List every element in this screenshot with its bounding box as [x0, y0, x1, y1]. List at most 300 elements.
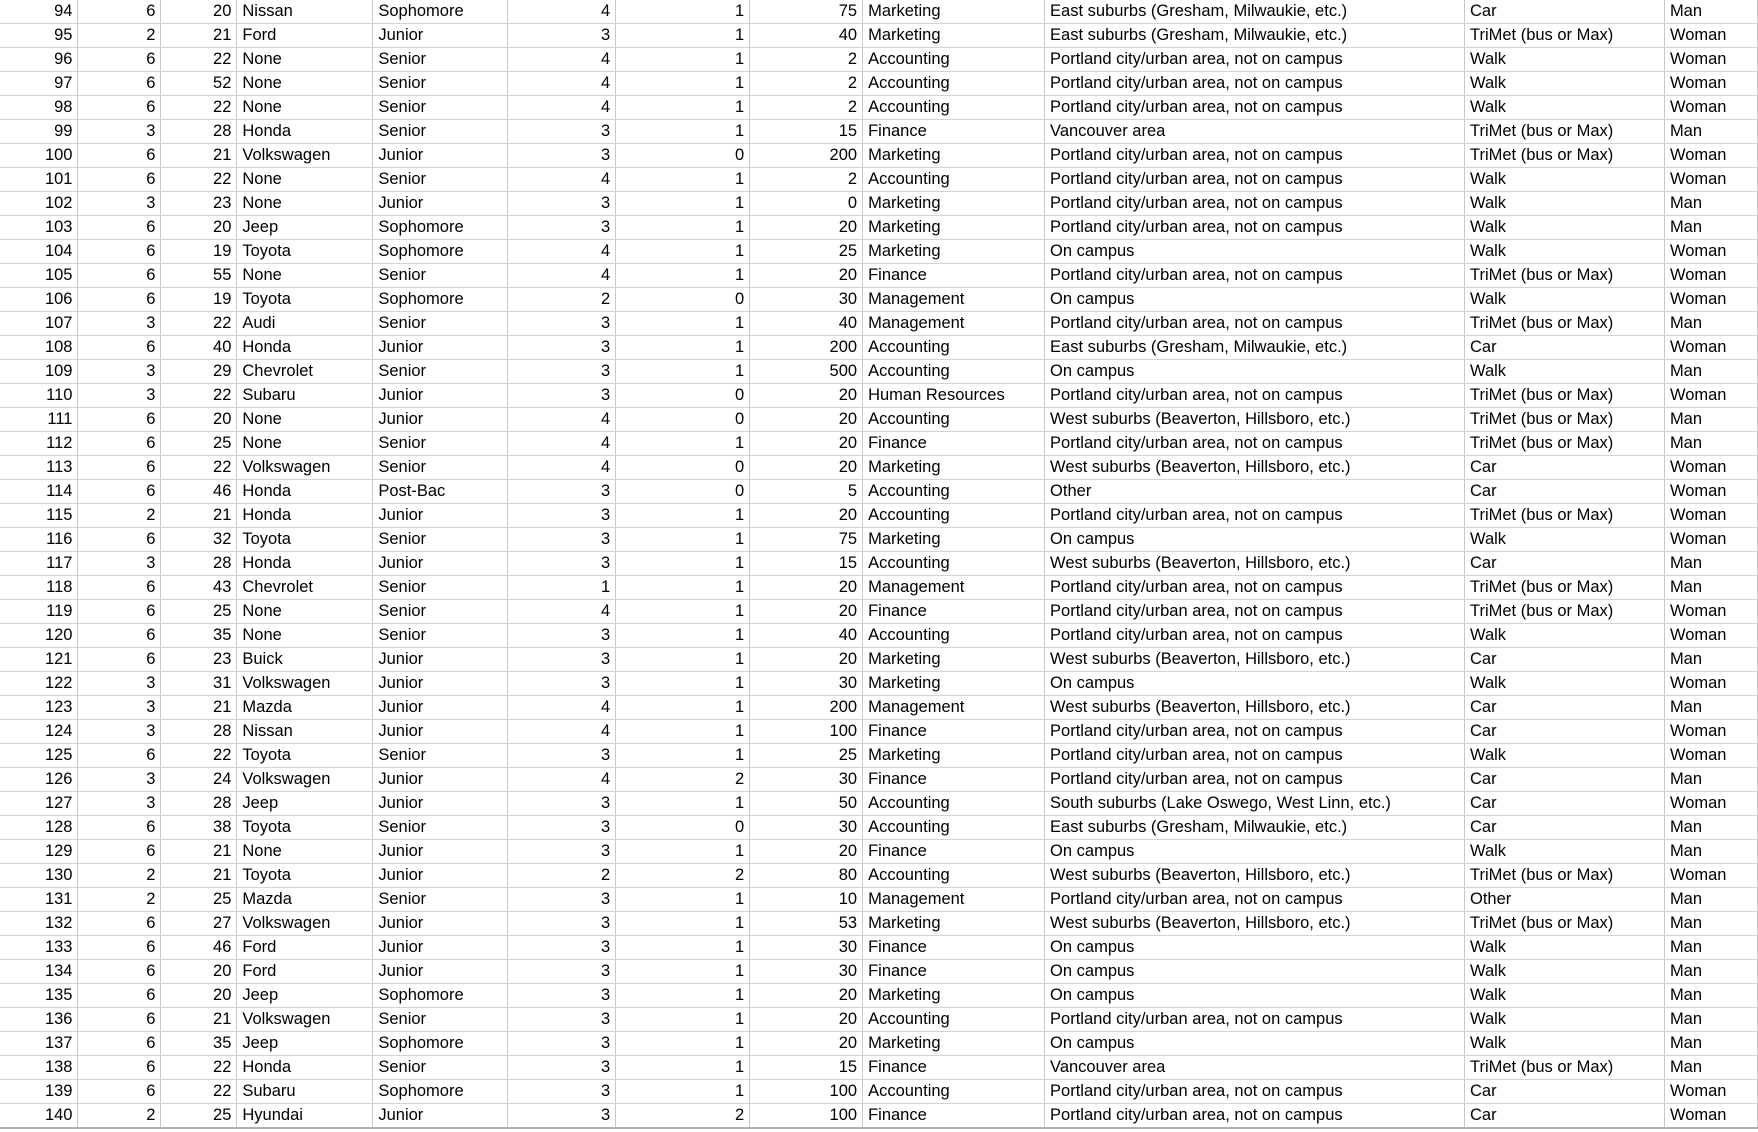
cell[interactable]: 139 — [0, 1080, 78, 1104]
cell[interactable]: 3 — [78, 720, 161, 744]
cell[interactable]: Woman — [1664, 456, 1757, 480]
cell[interactable]: Sophomore — [373, 1032, 508, 1056]
cell[interactable]: Buick — [237, 648, 373, 672]
cell[interactable]: Accounting — [863, 408, 1045, 432]
cell[interactable]: Finance — [863, 768, 1045, 792]
cell[interactable]: 125 — [0, 744, 78, 768]
cell[interactable]: Portland city/urban area, not on campus — [1045, 624, 1465, 648]
cell[interactable]: 38 — [161, 816, 237, 840]
cell[interactable]: 31 — [161, 672, 237, 696]
cell[interactable]: 20 — [750, 432, 863, 456]
cell[interactable]: 6 — [78, 72, 161, 96]
cell[interactable]: 35 — [161, 1032, 237, 1056]
cell[interactable]: None — [237, 96, 373, 120]
cell[interactable]: Toyota — [237, 288, 373, 312]
cell[interactable]: Honda — [237, 120, 373, 144]
cell[interactable]: 100 — [750, 1104, 863, 1129]
cell[interactable]: 20 — [750, 1008, 863, 1032]
cell[interactable]: Car — [1464, 336, 1664, 360]
cell[interactable]: Marketing — [863, 528, 1045, 552]
cell[interactable]: 1 — [616, 720, 750, 744]
cell[interactable]: 25 — [161, 888, 237, 912]
cell[interactable]: 1 — [616, 648, 750, 672]
cell[interactable]: 106 — [0, 288, 78, 312]
cell[interactable]: None — [237, 600, 373, 624]
cell[interactable]: 3 — [508, 744, 616, 768]
cell[interactable]: Senior — [373, 888, 508, 912]
cell[interactable]: 102 — [0, 192, 78, 216]
cell[interactable]: TriMet (bus or Max) — [1464, 312, 1664, 336]
cell[interactable]: 6 — [78, 480, 161, 504]
cell[interactable]: Man — [1664, 312, 1757, 336]
cell[interactable]: 0 — [616, 456, 750, 480]
cell[interactable]: 22 — [161, 744, 237, 768]
cell[interactable]: None — [237, 48, 373, 72]
cell[interactable]: Man — [1664, 216, 1757, 240]
cell[interactable]: 2 — [78, 888, 161, 912]
cell[interactable]: 30 — [750, 936, 863, 960]
cell[interactable]: 1 — [616, 360, 750, 384]
cell[interactable]: Accounting — [863, 864, 1045, 888]
cell[interactable]: Volkswagen — [237, 672, 373, 696]
cell[interactable]: Woman — [1664, 624, 1757, 648]
cell[interactable]: Finance — [863, 1056, 1045, 1080]
cell[interactable]: 3 — [508, 816, 616, 840]
cell[interactable]: Man — [1664, 888, 1757, 912]
cell[interactable]: 28 — [161, 120, 237, 144]
cell[interactable]: Walk — [1464, 192, 1664, 216]
cell[interactable]: 21 — [161, 840, 237, 864]
cell[interactable]: Accounting — [863, 480, 1045, 504]
cell[interactable]: 23 — [161, 192, 237, 216]
cell[interactable]: Marketing — [863, 216, 1045, 240]
cell[interactable]: 4 — [508, 72, 616, 96]
cell[interactable]: Man — [1664, 984, 1757, 1008]
cell[interactable]: 0 — [750, 192, 863, 216]
cell[interactable]: 3 — [508, 504, 616, 528]
cell[interactable]: 40 — [750, 624, 863, 648]
cell[interactable]: 30 — [750, 816, 863, 840]
cell[interactable]: Jeep — [237, 1032, 373, 1056]
cell[interactable]: Woman — [1664, 480, 1757, 504]
cell[interactable]: Portland city/urban area, not on campus — [1045, 576, 1465, 600]
cell[interactable]: None — [237, 432, 373, 456]
cell[interactable]: 22 — [161, 312, 237, 336]
cell[interactable]: Vancouver area — [1045, 1056, 1465, 1080]
cell[interactable]: Woman — [1664, 672, 1757, 696]
cell[interactable]: 20 — [750, 648, 863, 672]
cell[interactable]: 24 — [161, 768, 237, 792]
cell[interactable]: 43 — [161, 576, 237, 600]
cell[interactable]: Junior — [373, 336, 508, 360]
cell[interactable]: Woman — [1664, 48, 1757, 72]
cell[interactable]: 15 — [750, 1056, 863, 1080]
cell[interactable]: On campus — [1045, 1032, 1465, 1056]
cell[interactable]: 1 — [616, 168, 750, 192]
cell[interactable]: 98 — [0, 96, 78, 120]
cell[interactable]: Senior — [373, 528, 508, 552]
cell[interactable]: 2 — [616, 1104, 750, 1129]
cell[interactable]: 3 — [508, 840, 616, 864]
cell[interactable]: Man — [1664, 192, 1757, 216]
cell[interactable]: None — [237, 264, 373, 288]
cell[interactable]: Volkswagen — [237, 912, 373, 936]
cell[interactable]: 4 — [508, 432, 616, 456]
cell[interactable]: 2 — [78, 864, 161, 888]
cell[interactable]: Woman — [1664, 264, 1757, 288]
cell[interactable]: 3 — [508, 24, 616, 48]
cell[interactable]: 140 — [0, 1104, 78, 1129]
cell[interactable]: Mazda — [237, 888, 373, 912]
cell[interactable]: 124 — [0, 720, 78, 744]
cell[interactable]: 2 — [750, 48, 863, 72]
cell[interactable]: Junior — [373, 192, 508, 216]
cell[interactable]: 4 — [508, 408, 616, 432]
cell[interactable]: TriMet (bus or Max) — [1464, 120, 1664, 144]
cell[interactable]: Management — [863, 576, 1045, 600]
cell[interactable]: 110 — [0, 384, 78, 408]
cell[interactable]: Woman — [1664, 288, 1757, 312]
cell[interactable]: Walk — [1464, 840, 1664, 864]
cell[interactable]: 3 — [78, 120, 161, 144]
cell[interactable]: 3 — [508, 1032, 616, 1056]
cell[interactable]: 20 — [750, 216, 863, 240]
cell[interactable]: 6 — [78, 1008, 161, 1032]
cell[interactable]: 52 — [161, 72, 237, 96]
cell[interactable]: 6 — [78, 96, 161, 120]
cell[interactable]: 3 — [508, 216, 616, 240]
cell[interactable]: Management — [863, 888, 1045, 912]
cell[interactable]: Walk — [1464, 240, 1664, 264]
cell[interactable]: 2 — [508, 864, 616, 888]
cell[interactable]: 22 — [161, 96, 237, 120]
cell[interactable]: Senior — [373, 600, 508, 624]
cell[interactable]: 20 — [750, 504, 863, 528]
cell[interactable]: 97 — [0, 72, 78, 96]
cell[interactable]: None — [237, 192, 373, 216]
cell[interactable]: Other — [1045, 480, 1465, 504]
cell[interactable]: Honda — [237, 336, 373, 360]
cell[interactable]: Volkswagen — [237, 1008, 373, 1032]
cell[interactable]: Senior — [373, 816, 508, 840]
cell[interactable]: Junior — [373, 408, 508, 432]
cell[interactable]: 1 — [508, 576, 616, 600]
cell[interactable]: Audi — [237, 312, 373, 336]
cell[interactable]: Portland city/urban area, not on campus — [1045, 264, 1465, 288]
cell[interactable]: 15 — [750, 552, 863, 576]
cell[interactable]: Nissan — [237, 720, 373, 744]
cell[interactable]: On campus — [1045, 528, 1465, 552]
cell[interactable]: 1 — [616, 888, 750, 912]
cell[interactable]: Walk — [1464, 96, 1664, 120]
cell[interactable]: 25 — [750, 744, 863, 768]
cell[interactable]: Woman — [1664, 336, 1757, 360]
cell[interactable]: On campus — [1045, 840, 1465, 864]
cell[interactable]: 20 — [161, 0, 237, 24]
cell[interactable]: 3 — [508, 552, 616, 576]
cell[interactable]: 21 — [161, 864, 237, 888]
cell[interactable]: 22 — [161, 456, 237, 480]
cell[interactable]: 104 — [0, 240, 78, 264]
cell[interactable]: South suburbs (Lake Oswego, West Linn, etc.) — [1045, 792, 1465, 816]
cell[interactable]: TriMet (bus or Max) — [1464, 408, 1664, 432]
cell[interactable]: None — [237, 840, 373, 864]
cell[interactable]: 129 — [0, 840, 78, 864]
cell[interactable]: 6 — [78, 624, 161, 648]
cell[interactable]: Accounting — [863, 504, 1045, 528]
cell[interactable]: 50 — [750, 792, 863, 816]
cell[interactable]: 3 — [78, 672, 161, 696]
cell[interactable]: 3 — [78, 792, 161, 816]
cell[interactable]: 30 — [750, 288, 863, 312]
cell[interactable]: 6 — [78, 528, 161, 552]
cell[interactable]: Marketing — [863, 144, 1045, 168]
cell[interactable]: Woman — [1664, 504, 1757, 528]
cell[interactable]: Portland city/urban area, not on campus — [1045, 768, 1465, 792]
cell[interactable]: 118 — [0, 576, 78, 600]
cell[interactable]: Portland city/urban area, not on campus — [1045, 432, 1465, 456]
cell[interactable]: 21 — [161, 696, 237, 720]
cell[interactable]: 1 — [616, 912, 750, 936]
cell[interactable]: Accounting — [863, 1080, 1045, 1104]
cell[interactable]: Finance — [863, 600, 1045, 624]
cell[interactable]: Man — [1664, 360, 1757, 384]
cell[interactable]: 27 — [161, 912, 237, 936]
cell[interactable]: 20 — [750, 600, 863, 624]
cell[interactable]: Portland city/urban area, not on campus — [1045, 1080, 1465, 1104]
cell[interactable]: 22 — [161, 1080, 237, 1104]
cell[interactable]: 1 — [616, 840, 750, 864]
cell[interactable]: 3 — [508, 1056, 616, 1080]
cell[interactable]: Car — [1464, 0, 1664, 24]
cell[interactable]: Mazda — [237, 696, 373, 720]
cell[interactable]: Walk — [1464, 744, 1664, 768]
cell[interactable]: 99 — [0, 120, 78, 144]
cell[interactable]: 3 — [508, 672, 616, 696]
cell[interactable]: 2 — [508, 288, 616, 312]
cell[interactable]: 6 — [78, 216, 161, 240]
cell[interactable]: Human Resources — [863, 384, 1045, 408]
cell[interactable]: 1 — [616, 552, 750, 576]
cell[interactable]: 6 — [78, 336, 161, 360]
cell[interactable]: Hyundai — [237, 1104, 373, 1129]
cell[interactable]: 4 — [508, 168, 616, 192]
cell[interactable]: Man — [1664, 1056, 1757, 1080]
cell[interactable]: Toyota — [237, 240, 373, 264]
cell[interactable]: 20 — [750, 576, 863, 600]
cell[interactable]: 3 — [508, 120, 616, 144]
cell[interactable]: Portland city/urban area, not on campus — [1045, 48, 1465, 72]
cell[interactable]: On campus — [1045, 240, 1465, 264]
cell[interactable]: 19 — [161, 288, 237, 312]
cell[interactable]: Subaru — [237, 1080, 373, 1104]
cell[interactable]: None — [237, 624, 373, 648]
cell[interactable]: Senior — [373, 96, 508, 120]
cell[interactable]: Marketing — [863, 240, 1045, 264]
cell[interactable]: Woman — [1664, 720, 1757, 744]
cell[interactable]: 4 — [508, 456, 616, 480]
cell[interactable]: 3 — [508, 984, 616, 1008]
cell[interactable]: Volkswagen — [237, 144, 373, 168]
cell[interactable]: 6 — [78, 264, 161, 288]
cell[interactable]: Portland city/urban area, not on campus — [1045, 744, 1465, 768]
cell[interactable]: 4 — [508, 264, 616, 288]
cell[interactable]: Junior — [373, 768, 508, 792]
cell[interactable]: Car — [1464, 1080, 1664, 1104]
cell[interactable]: 113 — [0, 456, 78, 480]
cell[interactable]: Man — [1664, 816, 1757, 840]
cell[interactable]: 21 — [161, 24, 237, 48]
cell[interactable]: 35 — [161, 624, 237, 648]
cell[interactable]: Woman — [1664, 744, 1757, 768]
cell[interactable]: Accounting — [863, 360, 1045, 384]
cell[interactable]: 1 — [616, 1008, 750, 1032]
cell[interactable]: TriMet (bus or Max) — [1464, 600, 1664, 624]
cell[interactable]: 3 — [508, 144, 616, 168]
cell[interactable]: 109 — [0, 360, 78, 384]
cell[interactable]: 1 — [616, 504, 750, 528]
cell[interactable]: 20 — [750, 384, 863, 408]
cell[interactable]: Car — [1464, 1104, 1664, 1129]
cell[interactable]: 2 — [750, 168, 863, 192]
cell[interactable]: Senior — [373, 72, 508, 96]
cell[interactable]: 6 — [78, 912, 161, 936]
cell[interactable]: 6 — [78, 288, 161, 312]
cell[interactable]: Walk — [1464, 168, 1664, 192]
cell[interactable]: 30 — [750, 672, 863, 696]
cell[interactable]: 3 — [78, 768, 161, 792]
cell[interactable]: 4 — [508, 48, 616, 72]
cell[interactable]: 6 — [78, 648, 161, 672]
cell[interactable]: Finance — [863, 936, 1045, 960]
cell[interactable]: Man — [1664, 936, 1757, 960]
cell[interactable]: 2 — [750, 96, 863, 120]
cell[interactable]: Walk — [1464, 528, 1664, 552]
cell[interactable]: 6 — [78, 936, 161, 960]
cell[interactable]: Subaru — [237, 384, 373, 408]
cell[interactable]: Marketing — [863, 912, 1045, 936]
cell[interactable]: 2 — [616, 768, 750, 792]
cell[interactable]: 1 — [616, 624, 750, 648]
cell[interactable]: Accounting — [863, 168, 1045, 192]
cell[interactable]: Jeep — [237, 216, 373, 240]
cell[interactable]: 3 — [508, 336, 616, 360]
cell[interactable]: 46 — [161, 936, 237, 960]
cell[interactable]: Senior — [373, 168, 508, 192]
cell[interactable]: 3 — [508, 312, 616, 336]
cell[interactable]: East suburbs (Gresham, Milwaukie, etc.) — [1045, 0, 1465, 24]
cell[interactable]: 1 — [616, 1032, 750, 1056]
cell[interactable]: Honda — [237, 480, 373, 504]
cell[interactable]: Other — [1464, 888, 1664, 912]
cell[interactable]: Volkswagen — [237, 768, 373, 792]
cell[interactable]: 40 — [750, 24, 863, 48]
cell[interactable]: 46 — [161, 480, 237, 504]
cell[interactable]: 29 — [161, 360, 237, 384]
cell[interactable]: 3 — [508, 1104, 616, 1129]
cell[interactable]: Woman — [1664, 1104, 1757, 1129]
cell[interactable]: Man — [1664, 960, 1757, 984]
cell[interactable]: Junior — [373, 384, 508, 408]
cell[interactable]: 6 — [78, 816, 161, 840]
cell[interactable]: 100 — [0, 144, 78, 168]
cell[interactable]: 20 — [161, 408, 237, 432]
cell[interactable]: 1 — [616, 1056, 750, 1080]
cell[interactable]: 1 — [616, 0, 750, 24]
cell[interactable]: 126 — [0, 768, 78, 792]
cell[interactable]: Finance — [863, 120, 1045, 144]
cell[interactable]: Car — [1464, 792, 1664, 816]
cell[interactable]: 200 — [750, 696, 863, 720]
cell[interactable]: 3 — [508, 624, 616, 648]
cell[interactable]: Finance — [863, 1104, 1045, 1129]
cell[interactable]: Man — [1664, 768, 1757, 792]
cell[interactable]: Woman — [1664, 72, 1757, 96]
cell[interactable]: On campus — [1045, 984, 1465, 1008]
cell[interactable]: 3 — [508, 384, 616, 408]
cell[interactable]: Accounting — [863, 792, 1045, 816]
cell[interactable]: 3 — [508, 480, 616, 504]
cell[interactable]: 0 — [616, 480, 750, 504]
cell[interactable]: 1 — [616, 936, 750, 960]
cell[interactable]: Sophomore — [373, 240, 508, 264]
cell[interactable]: East suburbs (Gresham, Milwaukie, etc.) — [1045, 816, 1465, 840]
cell[interactable]: Marketing — [863, 24, 1045, 48]
cell[interactable]: 15 — [750, 120, 863, 144]
cell[interactable]: Woman — [1664, 168, 1757, 192]
cell[interactable]: TriMet (bus or Max) — [1464, 1056, 1664, 1080]
cell[interactable]: TriMet (bus or Max) — [1464, 576, 1664, 600]
cell[interactable]: 3 — [78, 312, 161, 336]
cell[interactable]: 114 — [0, 480, 78, 504]
cell[interactable]: Walk — [1464, 48, 1664, 72]
cell[interactable]: West suburbs (Beaverton, Hillsboro, etc.) — [1045, 648, 1465, 672]
cell[interactable]: 3 — [508, 1008, 616, 1032]
cell[interactable]: 6 — [78, 576, 161, 600]
cell[interactable]: 1 — [616, 984, 750, 1008]
cell[interactable]: 20 — [750, 1032, 863, 1056]
cell[interactable]: Toyota — [237, 864, 373, 888]
cell[interactable]: None — [237, 408, 373, 432]
cell[interactable]: 6 — [78, 0, 161, 24]
cell[interactable]: West suburbs (Beaverton, Hillsboro, etc.) — [1045, 408, 1465, 432]
cell[interactable]: 1 — [616, 792, 750, 816]
cell[interactable]: 10 — [750, 888, 863, 912]
cell[interactable]: 32 — [161, 528, 237, 552]
cell[interactable]: 6 — [78, 840, 161, 864]
cell[interactable]: Accounting — [863, 72, 1045, 96]
cell[interactable]: 1 — [616, 528, 750, 552]
cell[interactable]: 25 — [161, 600, 237, 624]
cell[interactable]: 107 — [0, 312, 78, 336]
cell[interactable]: Sophomore — [373, 0, 508, 24]
cell[interactable]: Accounting — [863, 624, 1045, 648]
cell[interactable]: 4 — [508, 240, 616, 264]
cell[interactable]: 40 — [750, 312, 863, 336]
cell[interactable]: Walk — [1464, 360, 1664, 384]
cell[interactable]: Management — [863, 312, 1045, 336]
cell[interactable]: 1 — [616, 264, 750, 288]
cell[interactable]: Marketing — [863, 672, 1045, 696]
cell[interactable]: Car — [1464, 552, 1664, 576]
cell[interactable]: 6 — [78, 600, 161, 624]
cell[interactable]: Management — [863, 696, 1045, 720]
cell[interactable]: 1 — [616, 312, 750, 336]
cell[interactable]: 75 — [750, 0, 863, 24]
cell[interactable]: 4 — [508, 0, 616, 24]
cell[interactable]: Sophomore — [373, 216, 508, 240]
cell[interactable]: 6 — [78, 240, 161, 264]
